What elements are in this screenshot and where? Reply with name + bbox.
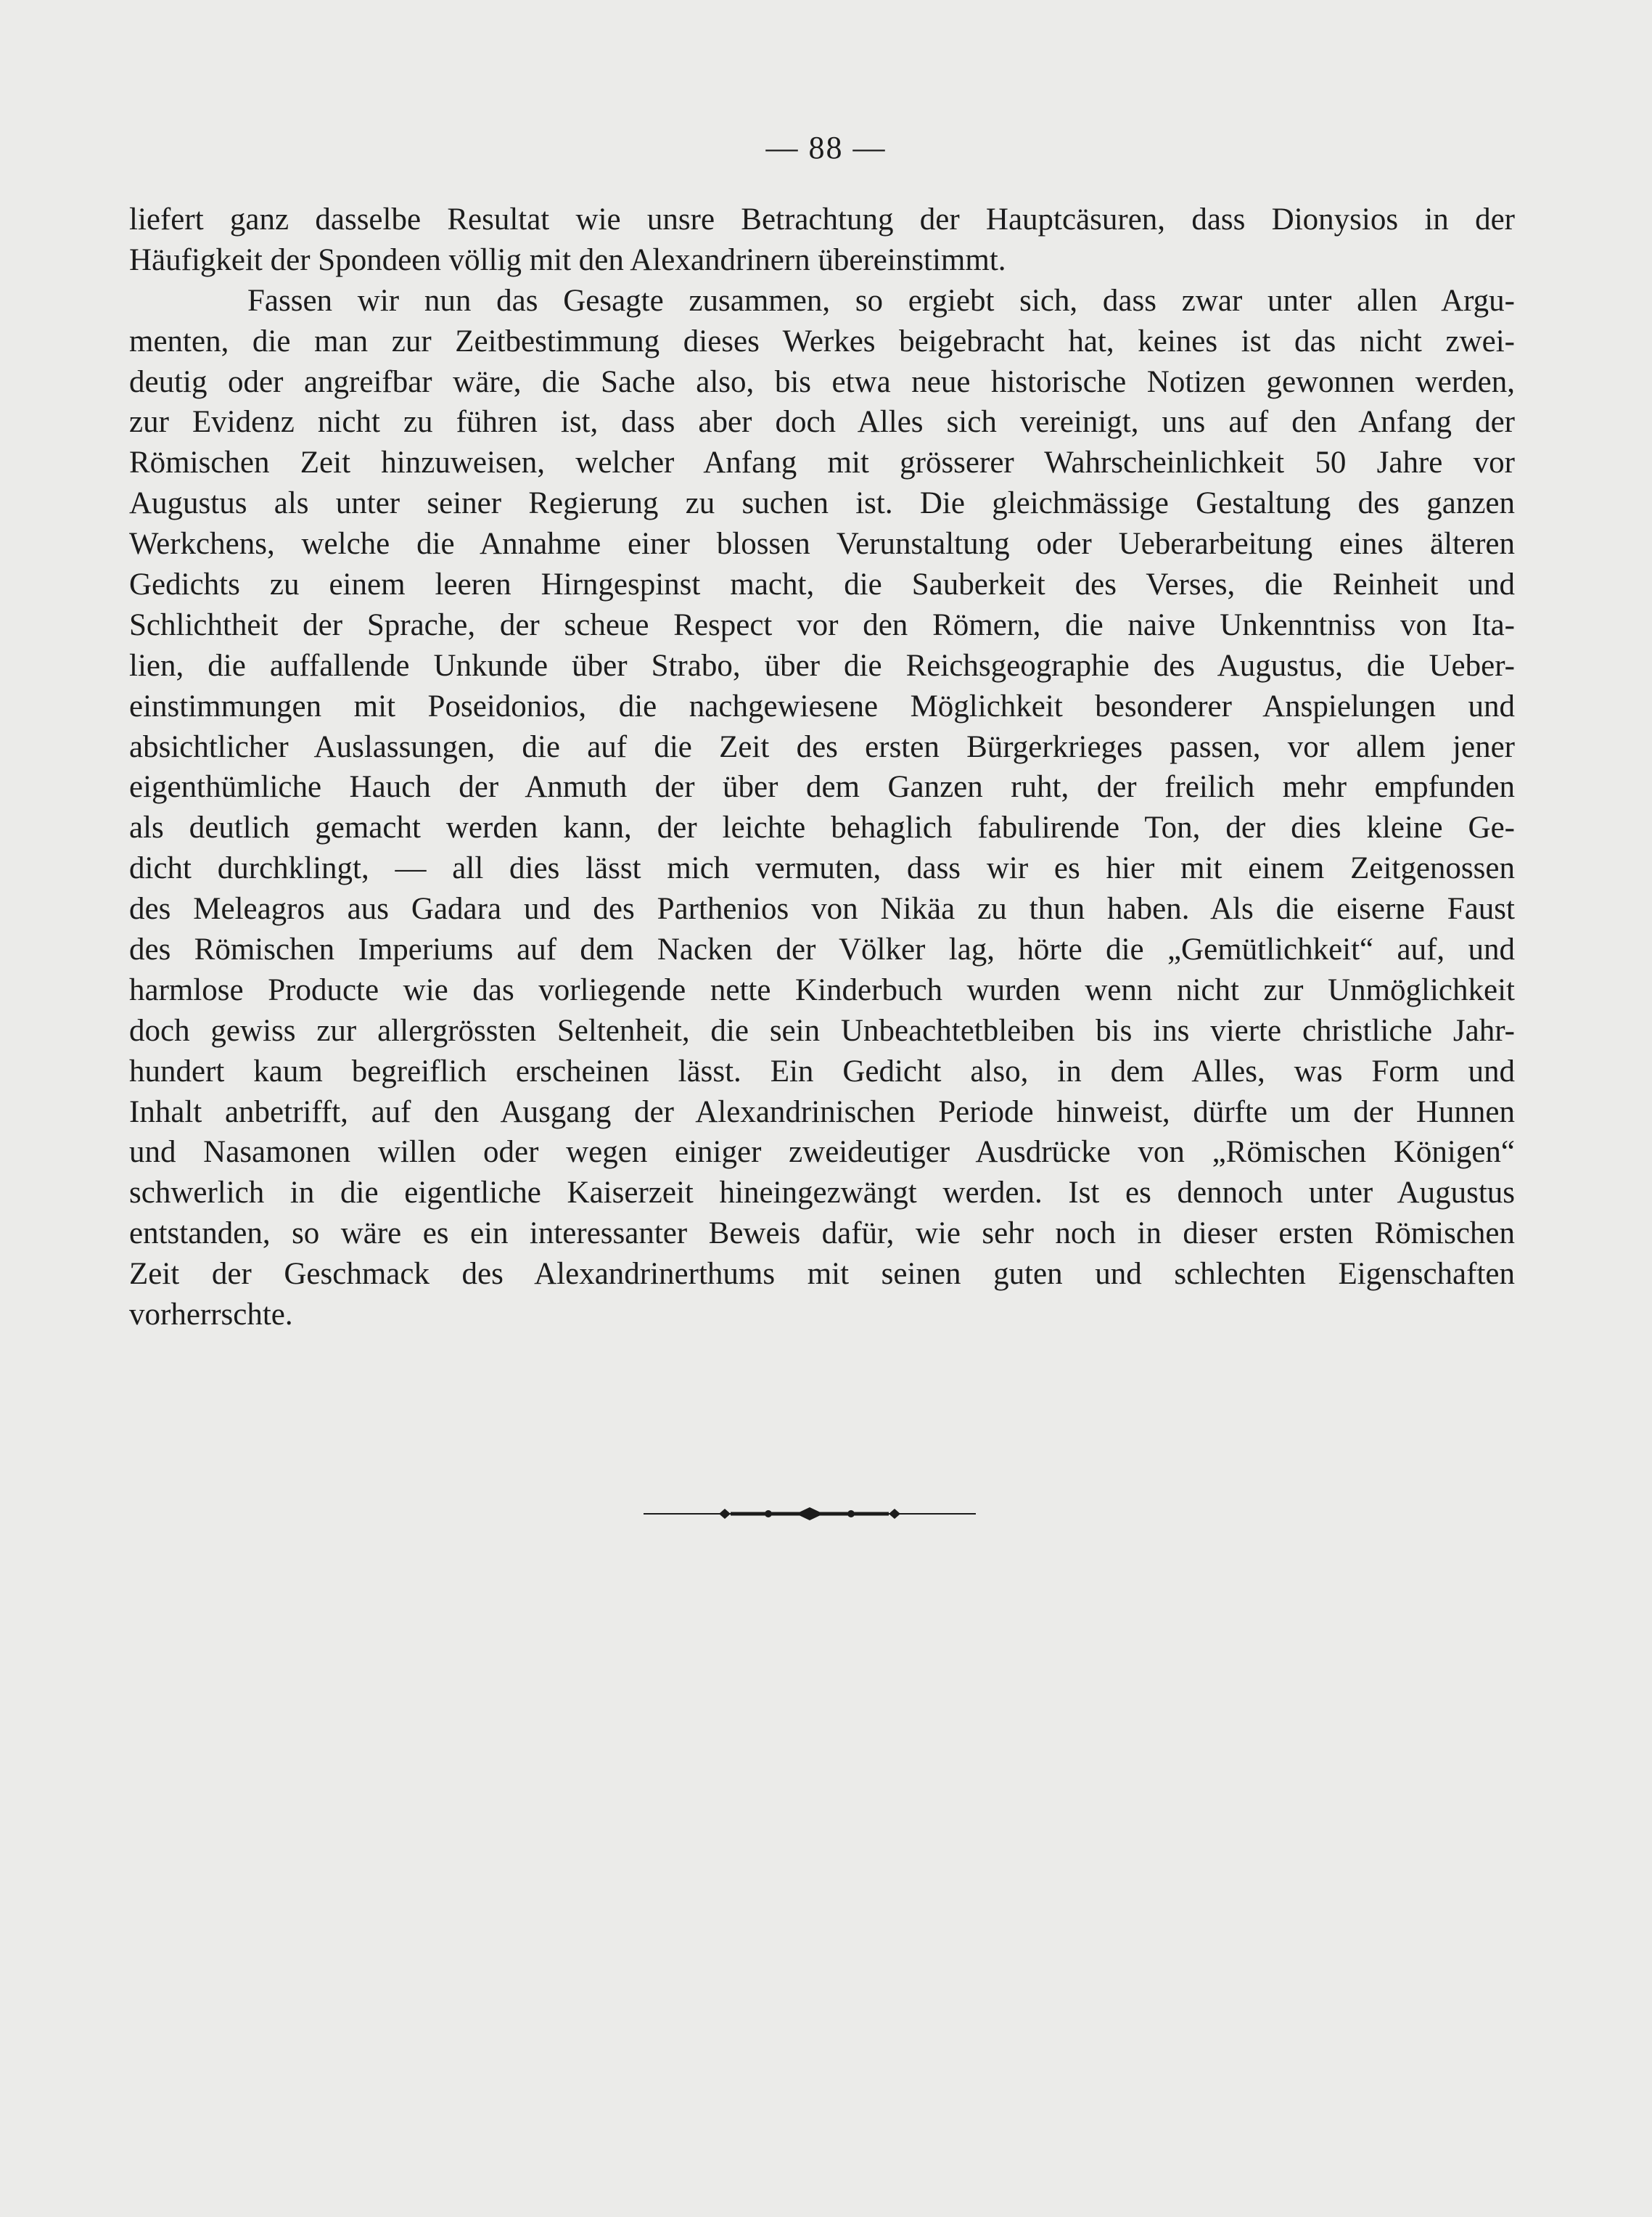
- text-line: deutig oder angreifbar wäre, die Sache also, bis etwa neue historische Notizen gewonnen werden,: [129, 364, 1515, 399]
- text-line: absichtlicher Auslassungen, die auf die Zeit des ersten Bürgerkrieges passen, vor allem jener: [129, 729, 1515, 764]
- text-line: als deutlich gemacht werden kann, der leichte behaglich fabulirende Ton, der dies kleine Ge-: [129, 811, 1515, 845]
- text-line: entstanden, so wäre es ein interessanter Beweis dafür, wie sehr noch in dieser ersten Römischen: [129, 1216, 1515, 1251]
- text-line: Inhalt anbetrifft, auf den Ausgang der Alexandrinischen Periode hinweist, dürfte um der Hunnen: [129, 1094, 1515, 1129]
- text-line: lien, die auffallende Unkunde über Strabo, über die Reichsgeographie des Augustus, die Ueber-: [129, 648, 1515, 683]
- text-line: Fassen wir nun das Gesagte zusammen, so ergiebt sich, dass zwar unter allen Argu-: [247, 283, 1515, 318]
- text-line: Werkchens, welche die Annahme einer blossen Verunstaltung oder Ueberarbeitung eines älteren: [129, 527, 1515, 562]
- text-line: hundert kaum begreiflich erscheinen lässt. Ein Gedicht also, in dem Alles, was Form und: [129, 1054, 1515, 1089]
- text-line: einstimmungen mit Poseidonios, die nachgewiesene Möglichkeit besonderer Anspielungen und: [129, 689, 1515, 724]
- text-line: menten, die man zur Zeitbestimmung dieses Werkes beigebracht hat, keines ist das nicht zwei-: [129, 324, 1515, 358]
- text-line: harmlose Producte wie das vorliegende nette Kinderbuch wurden wenn nicht zur Unmöglichkeit: [129, 972, 1515, 1007]
- text-line: eigenthümliche Hauch der Anmuth der über dem Ganzen ruht, der freilich mehr empfunden: [129, 770, 1515, 805]
- text-line: Römischen Zeit hinzuweisen, welcher Anfang mit grösserer Wahrscheinlichkeit 50 Jahre vor: [129, 446, 1515, 480]
- text-line: Gedichts zu einem leeren Hirngespinst macht, die Sauberkeit des Verses, die Reinheit und: [129, 567, 1515, 602]
- text-line: Schlichtheit der Sprache, der scheue Respect vor den Römern, die naive Unkenntniss von Ita-: [129, 607, 1515, 642]
- text-line: doch gewiss zur allergrössten Seltenheit, die sein Unbeachtetbleiben bis ins vierte christliche Jahr-: [129, 1013, 1515, 1048]
- text-line: des Römischen Imperiums auf dem Nacken der Völker lag, hörte die „Gemütlichkeit“ auf, und: [129, 933, 1515, 967]
- text-line: vorherrschte.: [129, 1298, 293, 1332]
- text-line: Zeit der Geschmack des Alexandrinerthums mit seinen guten und schlechten Eigenschaften: [129, 1257, 1515, 1292]
- text-line: liefert ganz dasselbe Resultat wie unsre Betrachtung der Hauptcäsuren, dass Dionysios in der: [129, 202, 1515, 237]
- page-number: — 88 —: [765, 130, 887, 165]
- section-divider-ornament: [644, 1505, 976, 1523]
- text-line: und Nasamonen willen oder wegen einiger zweideutiger Ausdrücke von „Römischen Königen“: [129, 1135, 1515, 1170]
- body-text: [129, 200, 1515, 1335]
- text-line: Häufigkeit der Spondeen völlig mit den Alexandrinern übereinstimmt.: [129, 242, 1006, 277]
- text-line: schwerlich in die eigentliche Kaiserzeit hineingezwängt werden. Ist es dennoch unter Augustus: [129, 1176, 1515, 1210]
- text-line: Augustus als unter seiner Regierung zu suchen ist. Die gleichmässige Gestaltung des ganzen: [129, 486, 1515, 521]
- text-line: dicht durchklingt, — all dies lässt mich vermuten, dass wir es hier mit einem Zeitgenossen: [129, 851, 1515, 886]
- text-line: des Meleagros aus Gadara und des Parthenios von Nikäa zu thun haben. Als die eiserne Faust: [129, 892, 1515, 927]
- text-line: zur Evidenz nicht zu führen ist, dass aber doch Alles sich vereinigt, uns auf den Anfang der: [129, 405, 1515, 440]
